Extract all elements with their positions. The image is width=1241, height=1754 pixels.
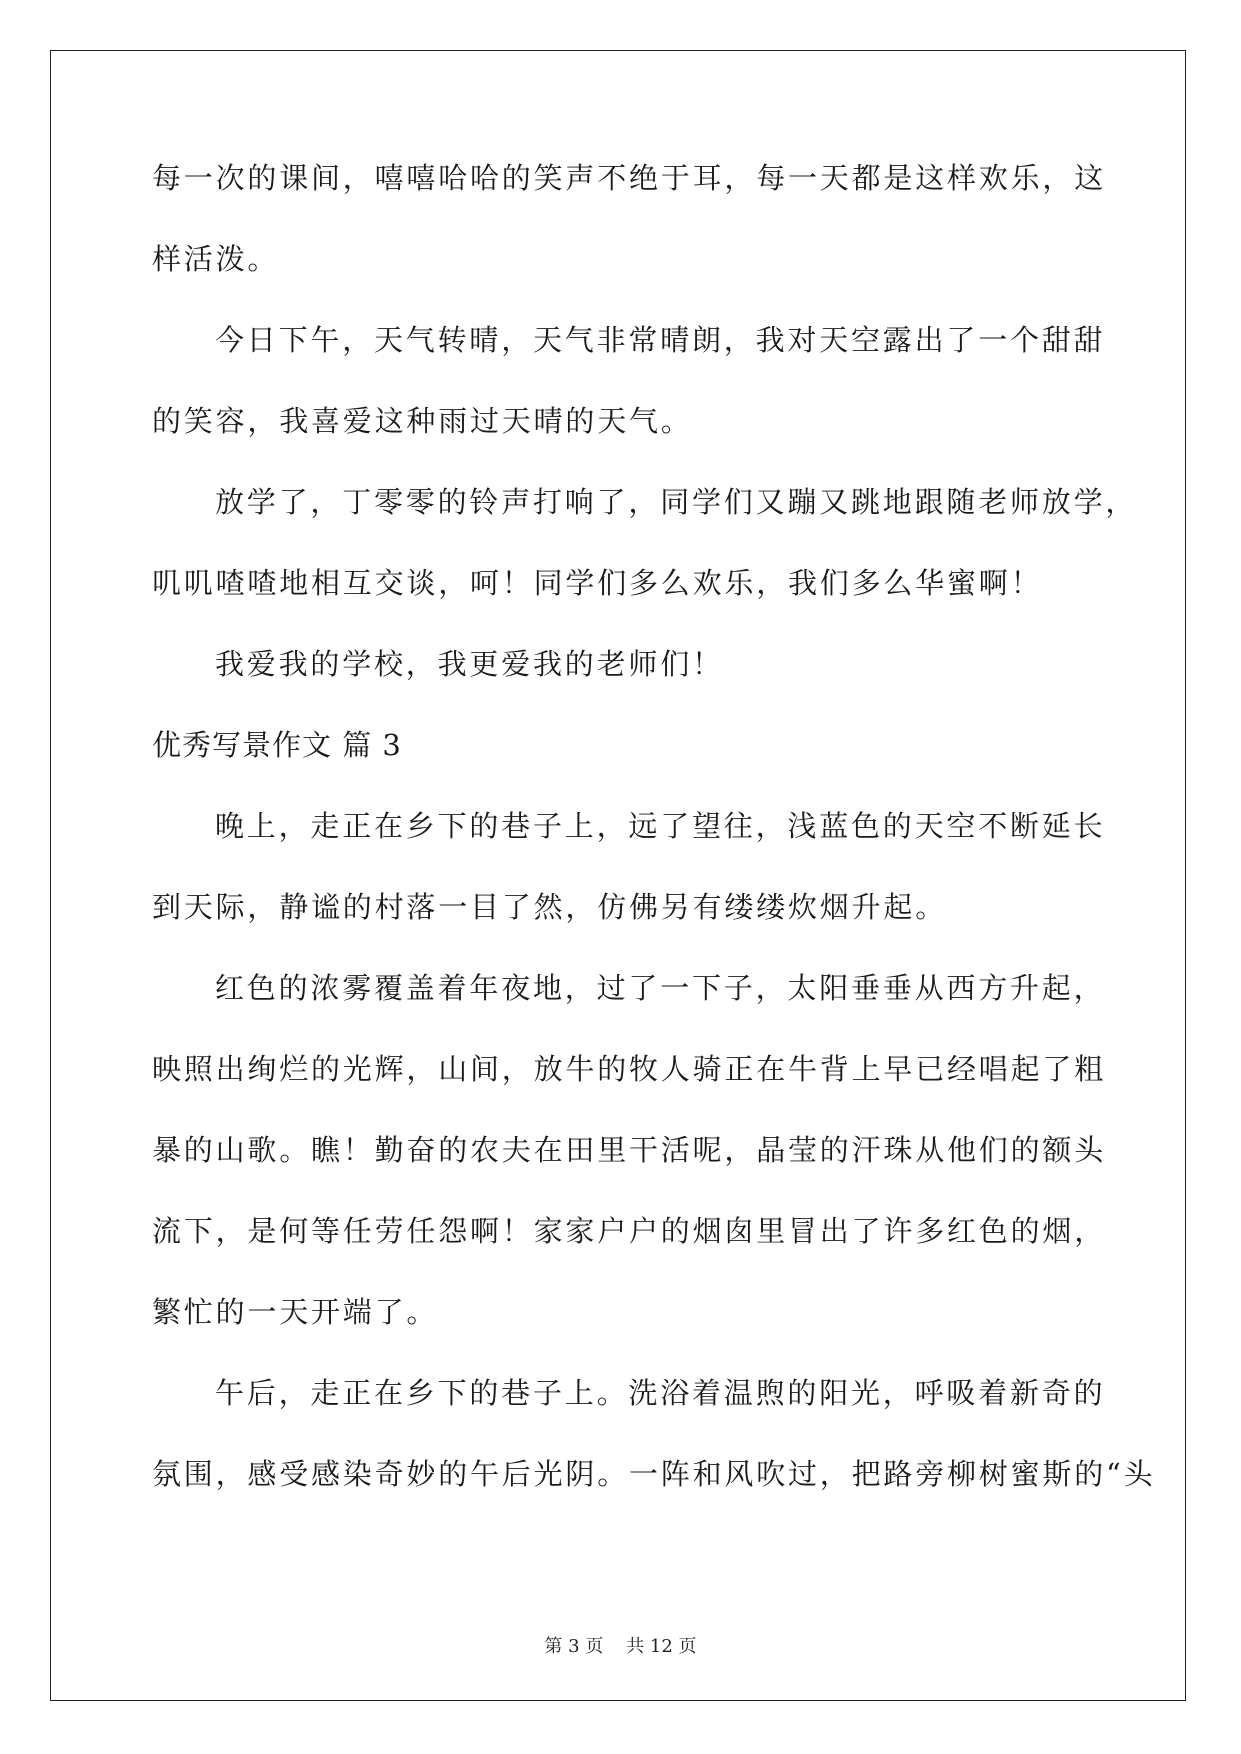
page-footer: 第 3 页 共 12 页 xyxy=(544,1636,697,1657)
text-line: 叽叽喳喳地相互交谈，呵！同学们多么欢乐，我们多么华蜜啊！ xyxy=(152,566,1043,600)
text-line: 到天际，静谧的村落一目了然，仿佛另有缕缕炊烟升起。 xyxy=(152,890,948,924)
paragraph-first-line: 今日下午，天气转晴，天气非常晴朗，我对天空露出了一个甜甜 xyxy=(215,323,1106,357)
text-line: 映照出绚烂的光辉，山间，放牛的牧人骑正在牛背上早已经唱起了粗 xyxy=(152,1052,1107,1086)
paragraph-first-line: 放学了，丁零零的铃声打响了，同学们又蹦又跳地跟随老师放学， xyxy=(215,485,1138,519)
text-line: 每一次的课间，嘻嘻哈哈的笑声不绝于耳，每一天都是这样欢乐，这 xyxy=(152,161,1107,195)
document-body xyxy=(152,160,1156,1492)
text-line: 繁忙的一天开端了。 xyxy=(152,1295,439,1329)
paragraph-first-line: 红色的浓雾覆盖着年夜地，过了一下子，太阳垂垂从西方升起， xyxy=(215,971,1106,1005)
text-line: 的笑容，我喜爱这种雨过天晴的天气。 xyxy=(152,404,693,438)
section-heading: 优秀写景作文 篇 3 xyxy=(152,728,402,762)
text-line: 样活泼。 xyxy=(152,242,280,276)
text-line: 暴的山歌。瞧！勤奋的农夫在田里干活呢，晶莹的汗珠从他们的额头 xyxy=(152,1133,1107,1167)
paragraph-first-line: 午后，走正在乡下的巷子上。洗浴着温煦的阳光，呼吸着新奇的 xyxy=(215,1376,1106,1410)
text-line: 流下，是何等任劳任怨啊！家家户户的烟囱里冒出了许多红色的烟， xyxy=(152,1214,1107,1248)
paragraph-first-line: 晚上，走正在乡下的巷子上，远了望往，浅蓝色的天空不断延长 xyxy=(215,809,1106,843)
text-line: 氛围，感受感染奇妙的午后光阴。一阵和风吹过，把路旁柳树蜜斯的“头 xyxy=(152,1457,1156,1491)
paragraph-first-line: 我爱我的学校，我更爱我的老师们！ xyxy=(215,647,724,681)
